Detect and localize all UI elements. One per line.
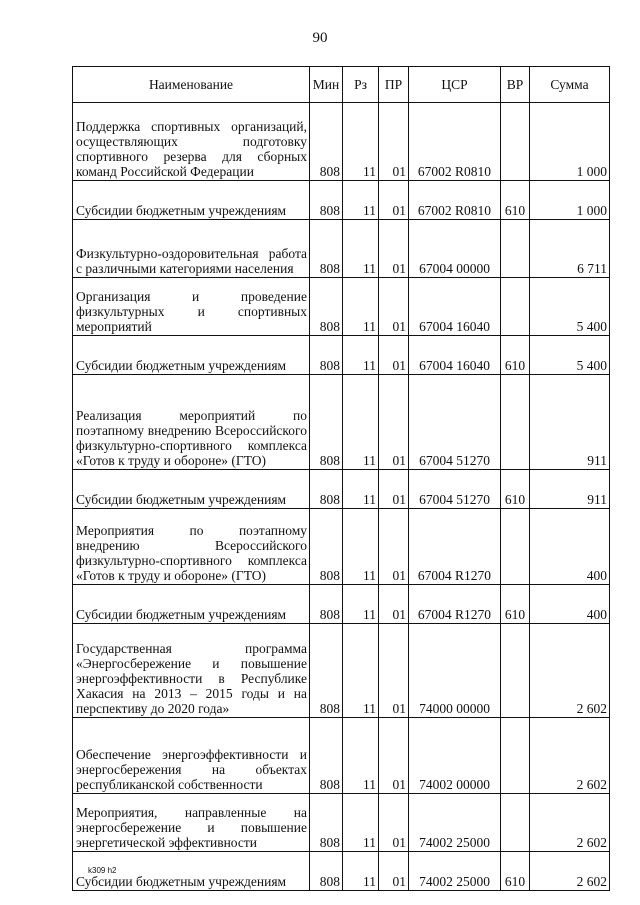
row-pr: 01: [379, 278, 409, 336]
header-sum: Сумма: [530, 67, 610, 103]
row-min: 808: [310, 103, 343, 181]
header-pr: ПР: [379, 67, 409, 103]
table-row: [73, 336, 610, 375]
row-pr: 01: [379, 718, 409, 794]
row-vr: [501, 718, 530, 794]
row-pr: 01: [379, 509, 409, 585]
row-min: 808: [310, 336, 343, 375]
page-number: 90: [312, 30, 328, 46]
row-sum: 2 602: [530, 624, 610, 718]
table-body: [73, 103, 610, 891]
row-rz: 11: [343, 470, 379, 509]
row-rz: 11: [343, 509, 379, 585]
header-csr: ЦСР: [409, 67, 501, 103]
table-row: [73, 278, 610, 336]
header-row: [73, 67, 610, 103]
row-csr: 67002 R0810: [409, 181, 501, 220]
row-rz: 11: [343, 624, 379, 718]
row-name: Реализация мероприятий по поэтапному внедрению Всероссийского физкультурно-спортивного комплекса «Готов к труду и обороне» (ГТО): [73, 375, 310, 470]
table-row: [73, 624, 610, 718]
row-csr: 67004 51270: [409, 470, 501, 509]
row-pr: 01: [379, 336, 409, 375]
row-pr: 01: [379, 470, 409, 509]
row-name: Физкультурно-оздоровительная работа с различными категориями населения: [73, 220, 310, 278]
row-name: Субсидии бюджетным учреждениям: [73, 181, 310, 220]
row-csr: 67004 51270: [409, 375, 501, 470]
row-vr: 610: [501, 181, 530, 220]
row-rz: 11: [343, 336, 379, 375]
row-rz: 11: [343, 375, 379, 470]
table-row: [73, 103, 610, 181]
table-row: [73, 585, 610, 624]
row-rz: 11: [343, 794, 379, 852]
row-sum: 1 000: [530, 103, 610, 181]
row-name: Субсидии бюджетным учреждениям: [73, 585, 310, 624]
row-min: 808: [310, 278, 343, 336]
row-pr: 01: [379, 794, 409, 852]
row-name: Государственная программа «Энергосбережение и повышение энергоэффективности в Республике Хакасия на 2013 – 2015 годы и на перспективу до 2020 года»: [73, 624, 310, 718]
row-rz: 11: [343, 181, 379, 220]
table-row: [73, 181, 610, 220]
row-rz: 11: [343, 852, 379, 891]
row-sum: 2 602: [530, 852, 610, 891]
row-sum: 1 000: [530, 181, 610, 220]
row-name: Субсидии бюджетным учреждениям: [73, 336, 310, 375]
row-rz: 11: [343, 718, 379, 794]
row-csr: 74000 00000: [409, 624, 501, 718]
row-name: Организация и проведение физкультурных и спортивных мероприятий: [73, 278, 310, 336]
row-name: Поддержка спортивных организаций, осуществляющих подготовку спортивного резерва для сборных команд Российской Федерации: [73, 103, 310, 181]
budget-table: [72, 66, 610, 891]
row-sum: 400: [530, 509, 610, 585]
row-min: 808: [310, 718, 343, 794]
row-vr: [501, 103, 530, 181]
table-row: [73, 220, 610, 278]
row-min: 808: [310, 375, 343, 470]
row-csr: 67004 R1270: [409, 509, 501, 585]
row-csr: 67004 R1270: [409, 585, 501, 624]
row-sum: 911: [530, 470, 610, 509]
row-pr: 01: [379, 624, 409, 718]
row-csr: 74002 00000: [409, 718, 501, 794]
row-vr: [501, 375, 530, 470]
row-vr: 610: [501, 852, 530, 891]
header-name: Наименование: [73, 67, 310, 103]
row-min: 808: [310, 585, 343, 624]
row-sum: 5 400: [530, 278, 610, 336]
row-pr: 01: [379, 181, 409, 220]
row-csr: 67004 16040: [409, 336, 501, 375]
row-sum: 2 602: [530, 718, 610, 794]
row-vr: 610: [501, 470, 530, 509]
row-rz: 11: [343, 220, 379, 278]
row-sum: 2 602: [530, 794, 610, 852]
row-min: 808: [310, 220, 343, 278]
row-vr: 610: [501, 585, 530, 624]
row-name: Субсидии бюджетным учреждениям: [73, 852, 310, 891]
row-pr: 01: [379, 852, 409, 891]
row-csr: 74002 25000: [409, 852, 501, 891]
row-vr: [501, 220, 530, 278]
row-rz: 11: [343, 585, 379, 624]
row-csr: 74002 25000: [409, 794, 501, 852]
table-row: [73, 470, 610, 509]
row-pr: 01: [379, 220, 409, 278]
row-min: 808: [310, 624, 343, 718]
row-sum: 6 711: [530, 220, 610, 278]
row-min: 808: [310, 181, 343, 220]
table-row: [73, 718, 610, 794]
row-csr: 67004 16040: [409, 278, 501, 336]
document-code: k309 h2: [88, 866, 117, 875]
table-row: [73, 509, 610, 585]
row-name: Обеспечение энергоэффективности и энергосбережения на объектах республиканской собственности: [73, 718, 310, 794]
row-vr: 610: [501, 336, 530, 375]
table-header: [73, 67, 610, 103]
row-pr: 01: [379, 585, 409, 624]
table-row: [73, 375, 610, 470]
row-min: 808: [310, 509, 343, 585]
row-name: Мероприятия по поэтапному внедрению Всероссийского физкультурно-спортивного комплекса «Готов к труду и обороне» (ГТО): [73, 509, 310, 585]
row-vr: [501, 278, 530, 336]
header-min: Мин: [310, 67, 343, 103]
row-min: 808: [310, 852, 343, 891]
row-pr: 01: [379, 103, 409, 181]
row-min: 808: [310, 794, 343, 852]
row-csr: 67004 00000: [409, 220, 501, 278]
row-sum: 400: [530, 585, 610, 624]
row-name: Субсидии бюджетным учреждениям: [73, 470, 310, 509]
row-name: Мероприятия, направленные на энергосбережение и повышение энергетической эффективности: [73, 794, 310, 852]
row-rz: 11: [343, 278, 379, 336]
row-vr: [501, 509, 530, 585]
header-rz: Рз: [343, 67, 379, 103]
row-min: 808: [310, 470, 343, 509]
table-row: [73, 794, 610, 852]
row-sum: 911: [530, 375, 610, 470]
header-vr: ВР: [501, 67, 530, 103]
row-csr: 67002 R0810: [409, 103, 501, 181]
table-row: [73, 852, 610, 891]
row-pr: 01: [379, 375, 409, 470]
row-vr: [501, 794, 530, 852]
row-rz: 11: [343, 103, 379, 181]
row-sum: 5 400: [530, 336, 610, 375]
row-vr: [501, 624, 530, 718]
